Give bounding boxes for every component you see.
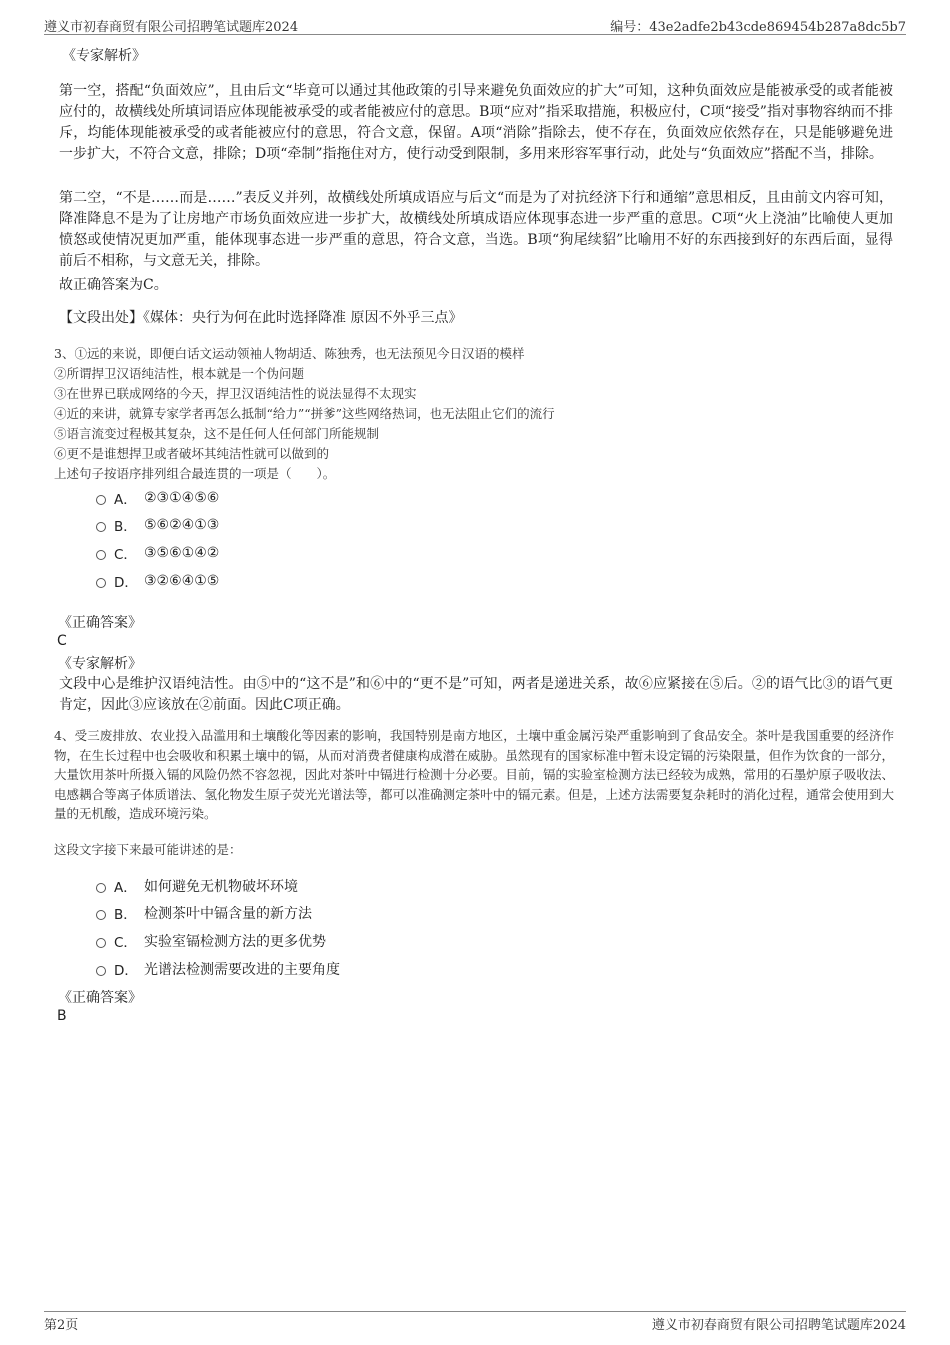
q2-source: 【文段出处】《媒体：央行为何在此时选择降准 原因不外乎三点》 — [59, 310, 463, 326]
footer-title: 遵义市初春商贸有限公司招聘笔试题库2024 — [651, 1318, 906, 1333]
radio-icon[interactable] — [96, 550, 106, 560]
option-text: 光谱法检测需要改进的主要角度 — [144, 962, 340, 978]
radio-icon[interactable] — [96, 938, 106, 948]
q2-analysis-paragraph-2: 第二空，“不是……而是……”表反义并列，故横线处所填成语应与后文“而是为了对抗经济下行和通缩”意思相反，且由前文内容可知，降准降息不是为了让房地产市场负面效应进一步扩大，故横线处所填成语应体现事态进一步严重的意思。C项“火上浇油”比喻使人更加愤怒或使情况更加严重，能体现事态进一步严重的意思，符合文意，当选。B项“狗尾续貂”比喻用不好的东西接到好的东西后面，显得前后不相称，与文意无关，排除。 — [59, 190, 893, 269]
q4-question: 这段文字接下来最可能讲述的是： — [54, 842, 242, 857]
q3-line-2: ②所谓捍卫汉语纯洁性，根本就是一个伪问题 — [54, 366, 305, 381]
option-text: ③⑤⑥①④② — [144, 545, 220, 561]
header-divider — [44, 34, 906, 35]
q4-option-b[interactable] — [96, 903, 312, 923]
q4-option-a[interactable] — [96, 876, 298, 896]
q3-line-5: ⑤语言流变过程极其复杂，这不是任何人任何部门所能规制 — [54, 426, 380, 441]
radio-icon[interactable] — [96, 495, 106, 505]
q3-line-6: ⑥更不是谁想捍卫或者破坏其纯洁性就可以做到的 — [54, 446, 330, 461]
q4-answer: B — [57, 1008, 67, 1024]
document-id: 编号：43e2adfe2b43cde869454b287a8dc5b7 — [610, 20, 906, 35]
option-text: 实验室镉检测方法的更多优势 — [144, 934, 326, 950]
radio-icon[interactable] — [96, 966, 106, 976]
q3-option-b[interactable] — [96, 515, 219, 535]
q2-analysis-title: 《专家解析》 — [62, 48, 146, 64]
q4-option-c[interactable] — [96, 931, 326, 951]
radio-icon[interactable] — [96, 910, 106, 920]
option-letter: A． — [114, 880, 137, 896]
option-text: 检测茶叶中镉含量的新方法 — [144, 906, 312, 922]
q4-option-d[interactable] — [96, 959, 340, 979]
q3-option-c[interactable] — [96, 543, 219, 563]
radio-icon[interactable] — [96, 578, 106, 588]
option-letter: D． — [114, 963, 138, 979]
page-number: 第2页 — [44, 1318, 79, 1333]
q2-conclusion: 故正确答案为C。 — [59, 277, 168, 293]
q2-analysis-paragraph-1: 第一空，搭配“负面效应”，且由后文“毕竟可以通过其他政策的引导来避免负面效应的扩大”可知，这种负面效应是能被承受的或者能被应付的，故横线处所填词语应体现能被承受的或者能被应付的意思。B项“应对”指采取措施，积极应付，C项“接受”指对事物容纳而不排斥，均能体现能被承受的或者能被应付的意思，符合文意，保留。A项“消除”指除去，使不存在，负面效应依然存在，只是能够避免进一步扩大，不符合文意，排除；D项“牵制”指拖住对方，使行动受到限制，多用来形容军事行动，此处与“负面效应”搭配不当，排除。 — [59, 83, 893, 162]
q3-analysis-title: 《专家解析》 — [58, 656, 142, 672]
option-text: ②③①④⑤⑥ — [144, 490, 220, 506]
q3-option-a[interactable] — [96, 488, 219, 508]
option-letter: B． — [114, 907, 137, 923]
option-text: ③②⑥④①⑤ — [144, 573, 220, 589]
option-letter: C． — [114, 547, 137, 563]
q3-question: 上述句子按语序排列组合最连贯的一项是（ ）。 — [54, 466, 336, 481]
option-text: 如何避免无机物破坏环境 — [144, 879, 298, 895]
option-letter: C． — [114, 935, 137, 951]
radio-icon[interactable] — [96, 883, 106, 893]
q3-line-4: ④近的来讲，就算专家学者再怎么抵制“给力”“拼爹”这些网络热词，也无法阻止它们的流行 — [54, 406, 555, 421]
q3-answer: C — [57, 633, 67, 649]
q4-answer-title: 《正确答案》 — [58, 990, 142, 1006]
q3-option-d[interactable] — [96, 571, 219, 591]
option-letter: B． — [114, 519, 137, 535]
q3-analysis: 文段中心是维护汉语纯洁性。由⑤中的“这不是”和⑥中的“更不是”可知，两者是递进关系，故⑥应紧接在⑤后。②的语气比③的语气更肯定，因此③应该放在②前面。因此C项正确。 — [59, 676, 893, 713]
q3-line-1: 3、①远的来说，即便白话文运动领袖人物胡适、陈独秀，也无法预见今日汉语的模样 — [54, 346, 525, 361]
option-letter: D． — [114, 575, 138, 591]
q3-answer-title: 《正确答案》 — [58, 615, 142, 631]
q4-passage: 4、受三废排放、农业投入品滥用和土壤酸化等因素的影响，我国特别是南方地区，土壤中重金属污染严重影响到了食品安全。茶叶是我国重要的经济作物，在生长过程中也会吸收和积累土壤中的镉，从而对消费者健康构成潜在威胁。虽然现有的国家标准中暂未设定镉的污染限量，但作为饮食的一部分，大量饮用茶叶所摄入镉的风险仍然不容忽视，因此对茶叶中镉进行检测十分必要。目前，镉的实验室检测方法已经较为成熟，常用的石墨炉原子吸收法、电感耦合等离子体质谱法、氢化物发生原子荧光光谱法等，都可以准确测定茶叶中的镉元素。但是，上述方法需要复杂耗时的消化过程，通常会使用到大量的无机酸，造成环境污染。 — [54, 728, 894, 821]
option-text: ⑤⑥②④①③ — [144, 517, 220, 533]
radio-icon[interactable] — [96, 522, 106, 532]
header-title: 遵义市初春商贸有限公司招聘笔试题库2024 — [44, 20, 299, 35]
q3-line-3: ③在世界已联成网络的今天，捍卫汉语纯洁性的说法显得不太现实 — [54, 386, 417, 401]
option-letter: A． — [114, 492, 137, 508]
footer-divider — [44, 1311, 906, 1312]
